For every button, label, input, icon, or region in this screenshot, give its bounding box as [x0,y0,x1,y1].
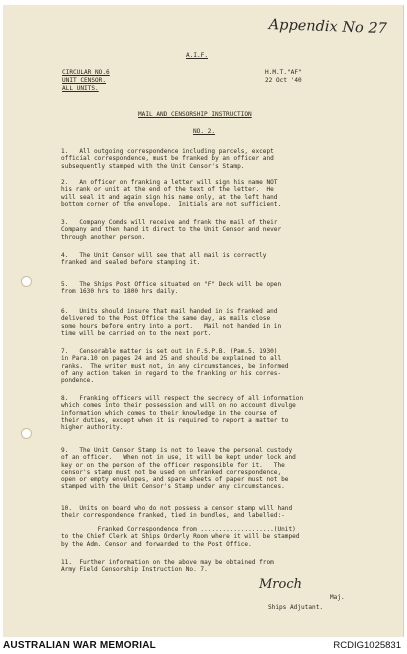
paragraph-1: 1. All outgoing correspondence including parcels, except official correspondence, must be franked by an officer and subsequently stamped with the Unit Censor's Stamp. [61,148,274,170]
ship-name: H.M.T."AF" [265,69,302,76]
paragraph-8: 8. Franking officers will respect the secrecy of all information which comes into their possession and will on no account divulge information which comes to their knowledge in the course of their duties, except when it is required to report a matter to higher authority. [61,395,304,432]
document-number: NO. 2. [193,128,216,135]
archive-footer [0,639,407,654]
document-page [3,5,404,637]
signature-handwriting: Mroch [259,577,303,592]
paragraph-9: 9. The Unit Censor Stamp is not to leave the personal custody of an officer. When not in use, it will be kept under lock and key or on the person of the officer responsible for it. The censor's stamp must not be used on unfranked correspondence, open or empty envelopes, and spare sheets of paper must not be stamped with the Unit Censor's Stamp under any circumstances. [61,447,296,491]
paragraph-6: 6. Units should insure that mail handed in is franked and delivered to the Post Office the same day, as mails close some hours before entry into a port. Mail not handed in in time will be carried on to the next port. [61,308,282,337]
issuing-unit: UNIT CENSOR. [62,77,107,84]
paragraph-7: 7. Censorable matter is set out in F.S.P.B. (Pam.5. 1930) in Para.10 on pages 24 and 25 and should be explained to all ranks. The writer must not, in any circumstances, be informed of any action taken in regard to the franking or his corres- pondence. [61,348,289,385]
document-title: MAIL AND CENSORSHIP INSTRUCTION [138,111,252,118]
archive-name: AUSTRALIAN WAR MEMORIAL [3,640,156,651]
punch-hole [21,428,32,439]
addressee: ALL UNITS. [62,85,99,92]
paragraph-10-continued: Franked Correspondence from ....................(Unit) to the Chief Clerk at Ships Orderly Room where it will be stamped by the Adm. Censor and forwarded to the Post Office. [61,526,300,548]
signature-rank: Maj. [330,594,345,601]
circular-number: CIRCULAR NO.6 [62,69,110,76]
paragraph-2: 2. An officer on franking a letter will sign his name NOT his rank or unit at the end of the text of the letter. He will seal it and again sign his name only, at the left hand bottom corner of the envelope. Initials are not sufficient. [61,179,282,208]
org-heading: A.I.F. [186,52,209,59]
paragraph-5: 5. The Ships Post Office situated on "F" Deck will be open from 1630 hrs to 1800 hrs daily. [61,281,282,296]
paragraph-3: 3. Company Comds will receive and frank the mail of their Company and then hand it direct to the Unit Censor and never through another person. [61,219,282,241]
signature-title: Ships Adjutant. [268,604,324,611]
handwritten-annotation: Appendix No 27 [268,17,388,38]
document-date: 22 Oct '40 [265,77,302,84]
paragraph-10: 10. Units on board who do not possess a censor stamp will hand their correspondence franked, tied in bundles, and labelled:- [61,505,293,520]
paragraph-11: 11. Further information on the above may be obtained from Army Field Censorship Instruction No. 7. [61,559,274,574]
record-id: RCDIG1025831 [333,640,401,651]
paragraph-4: 4. The Unit Censor will see that all mail is correctly franked and sealed before stamping it. [61,252,267,267]
punch-hole [21,276,32,287]
